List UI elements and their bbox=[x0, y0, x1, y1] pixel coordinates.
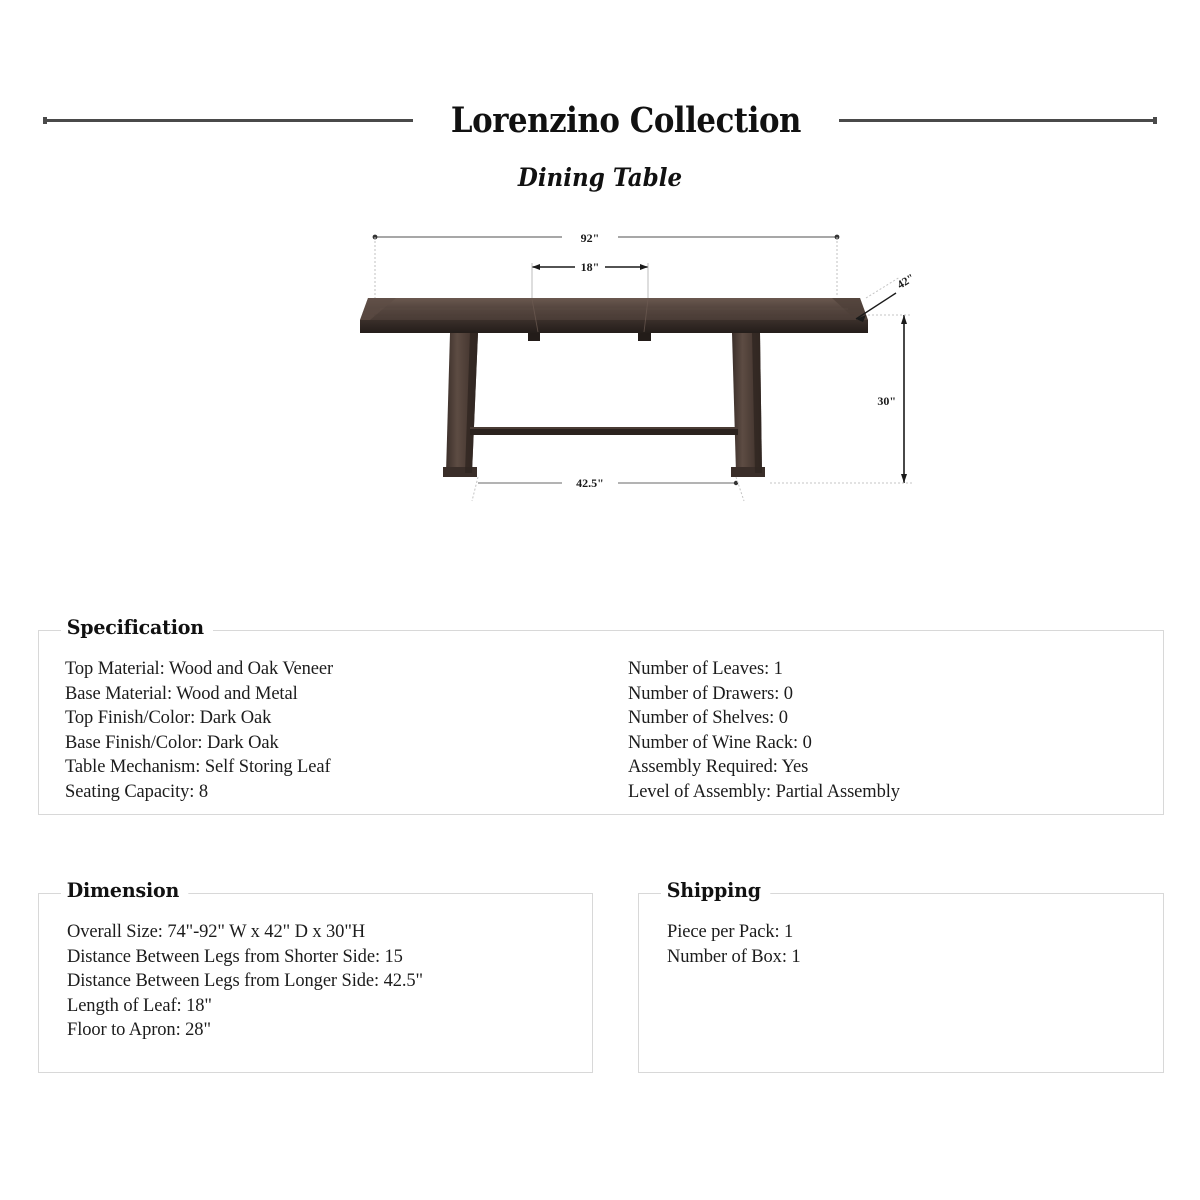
specification-panel-title: Specification bbox=[61, 615, 213, 639]
spec-item: Table Mechanism: Self Storing Leaf bbox=[65, 757, 331, 777]
dimension-label-depth: 42" bbox=[895, 272, 917, 292]
spec-item: Base Material: Wood and Metal bbox=[65, 683, 298, 704]
page-header bbox=[0, 95, 1200, 145]
specification-right-column bbox=[600, 657, 1163, 814]
dimension-label-height: 30" bbox=[877, 394, 896, 408]
page-title: Lorenzino Collection bbox=[450, 99, 802, 141]
dimension-list bbox=[67, 920, 592, 1072]
shipping-list bbox=[667, 920, 1163, 1072]
header-rule-right bbox=[839, 119, 1157, 122]
spec-item: Seating Capacity: 8 bbox=[65, 781, 208, 802]
header-rule-left bbox=[43, 119, 413, 122]
dimension-item: Floor to Apron: 28" bbox=[67, 1020, 211, 1040]
table-leg-right bbox=[731, 333, 765, 477]
shipping-panel bbox=[638, 878, 1164, 1073]
table-leg-left bbox=[443, 333, 478, 477]
dimension-label-leaf-length: 18" bbox=[580, 260, 600, 274]
shipping-item: Piece per Pack: 1 bbox=[667, 922, 794, 942]
dimension-panel bbox=[38, 878, 593, 1073]
dimension-panel-title: Dimension bbox=[61, 878, 189, 902]
shipping-item: Number of Box: 1 bbox=[667, 946, 801, 967]
product-subtitle: Dining Table bbox=[517, 163, 683, 192]
spec-item: Number of Shelves: 0 bbox=[628, 708, 788, 728]
spec-item: Number of Wine Rack: 0 bbox=[628, 732, 812, 753]
dimension-item: Length of Leaf: 18" bbox=[67, 995, 212, 1016]
spec-item: Number of Drawers: 0 bbox=[628, 683, 793, 704]
table-stretcher bbox=[470, 427, 738, 435]
dimension-label-leg-span: 42.5" bbox=[576, 476, 604, 490]
dimension-item: Overall Size: 74"-92" W x 42" D x 30"H bbox=[67, 922, 366, 942]
dimension-height bbox=[770, 315, 912, 483]
dimension-item: Distance Between Legs from Shorter Side: 15 bbox=[67, 946, 403, 967]
shipping-panel-title: Shipping bbox=[661, 878, 770, 902]
spec-item: Top Material: Wood and Oak Veneer bbox=[65, 659, 334, 679]
leaf-hardware-tabs bbox=[528, 333, 651, 341]
dining-table-technical-drawing bbox=[300, 215, 940, 525]
spec-item: Number of Leaves: 1 bbox=[628, 659, 783, 679]
dimension-overall-width bbox=[373, 231, 840, 307]
dimension-item: Distance Between Legs from Longer Side: 42.5" bbox=[67, 971, 423, 991]
spec-item: Top Finish/Color: Dark Oak bbox=[65, 708, 272, 728]
table-top bbox=[360, 298, 868, 333]
dimension-label-overall-width: 92" bbox=[580, 231, 600, 245]
spec-item: Base Finish/Color: Dark Oak bbox=[65, 732, 279, 753]
specification-panel bbox=[38, 615, 1164, 815]
spec-item: Assembly Required: Yes bbox=[628, 757, 809, 777]
dimension-leg-span bbox=[472, 476, 744, 501]
spec-item: Level of Assembly: Partial Assembly bbox=[628, 781, 900, 802]
specification-left-column bbox=[65, 657, 600, 814]
